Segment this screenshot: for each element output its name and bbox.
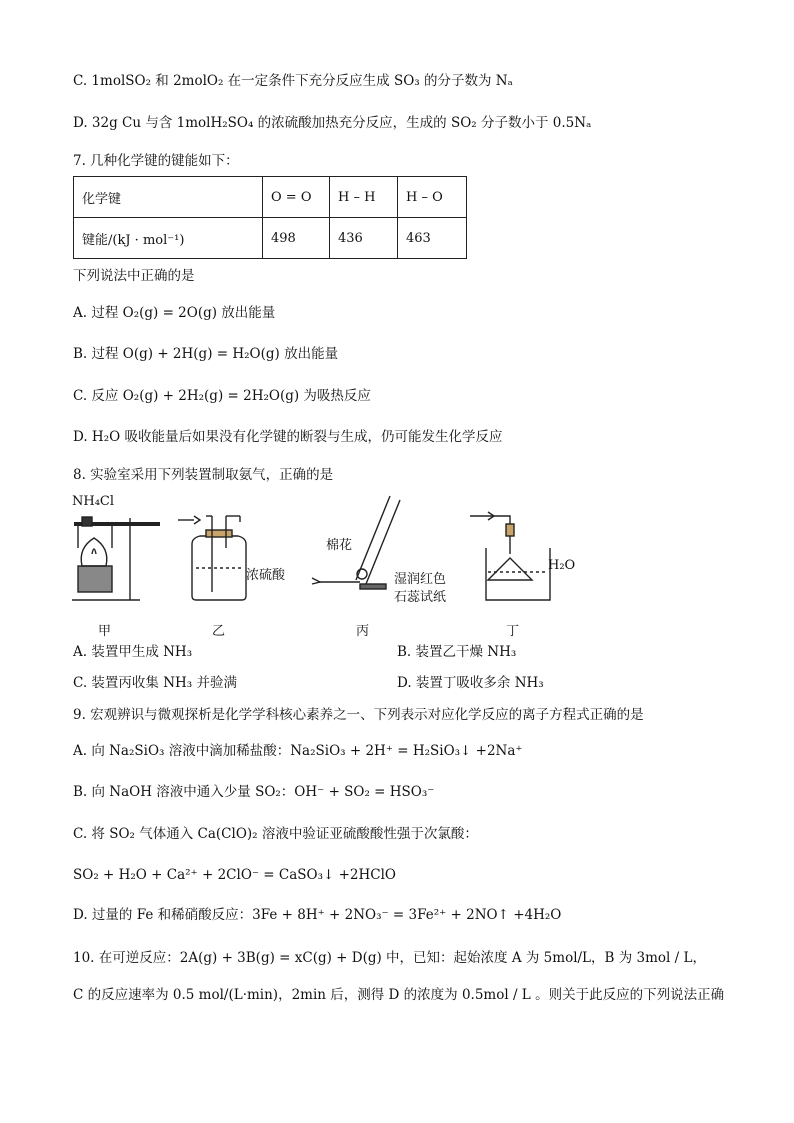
table-cell: 436 [330,218,398,259]
label-ding: 丁 [506,624,520,639]
q9-option-c-equation: SO₂ + H₂O + Ca²⁺ + 2ClO⁻ = CaSO₃↓ +2HClO [73,867,396,883]
q7-option-c: C. 反应 O₂(g) + 2H₂(g) = 2H₂O(g) 为吸热反应 [73,388,371,404]
label-cotton: 棉花 [326,538,353,553]
q6-option-d: D. 32g Cu 与含 1molH₂SO₄ 的浓硫酸加热充分反应，生成的 SO₂ 分子数小于 0.5Nₐ [73,115,592,131]
q8-stem: 8. 实验室采用下列装置制取氨气，正确的是 [73,467,334,483]
table-cell: 463 [398,218,467,259]
label-yi: 乙 [212,624,226,639]
label-h2o: H₂O [548,558,576,573]
apparatus-drawing [60,488,740,638]
q9-option-a: A. 向 Na₂SiO₃ 溶液中滴加稀盐酸：Na₂SiO₃ + 2H⁺ = H₂SiO₃↓ +2Na⁺ [73,743,523,759]
q7-option-d: D. H₂O 吸收能量后如果没有化学键的断裂与生成，仍可能发生化学反应 [73,429,503,445]
table-row [74,218,467,259]
q8-option-c: C. 装置丙收集 NH₃ 并验满 [73,675,238,691]
q8-option-d: D. 装置丁吸收多余 NH₃ [397,675,544,691]
table-cell: H – H [330,177,398,218]
table-cell: 498 [263,218,330,259]
q9-option-c: C. 将 SO₂ 气体通入 Ca(ClO)₂ 溶液中验证亚硫酸酸性强于次氯酸： [73,826,478,842]
q7-stem: 7. 几种化学键的键能如下： [73,153,239,169]
label-bing: 丙 [356,624,370,639]
label-litmus-1: 湿润红色 [394,572,447,587]
table-cell: 化学键 [74,177,263,218]
table-header-row [74,177,467,218]
q10-line-2: C 的反应速率为 0.5 mol/(L·min)，2min 后，测得 D 的浓度为 0.5mol / L 。则关于此反应的下列说法正确 [73,987,725,1003]
label-jia: 甲 [98,624,112,639]
q9-option-b: B. 向 NaOH 溶液中通入少量 SO₂：OH⁻ + SO₂ = HSO₃⁻ [73,784,435,800]
bond-energy-table [73,176,467,259]
table-cell: 键能/(kJ · mol⁻¹) [74,218,263,259]
q8-option-a: A. 装置甲生成 NH₃ [73,644,193,660]
apparatus-figure [60,488,740,638]
q7-prompt: 下列说法中正确的是 [73,268,195,284]
label-h2so4: 浓硫酸 [246,568,286,583]
q9-option-d: D. 过量的 Fe 和稀硝酸反应：3Fe + 8H⁺ + 2NO₃⁻ = 3Fe²⁺ + 2NO↑ +4H₂O [73,907,562,923]
label-nh4cl: NH₄Cl [72,494,115,509]
table-cell: H – O [398,177,467,218]
q8-option-b: B. 装置乙干燥 NH₃ [397,644,517,660]
q6-option-c: C. 1molSO₂ 和 2molO₂ 在一定条件下充分反应生成 SO₃ 的分子数为 Nₐ [73,73,513,89]
q9-stem: 9. 宏观辨识与微观探析是化学学科核心素养之一、下列表示对应化学反应的离子方程式正确的是 [73,707,644,723]
q7-option-a: A. 过程 O₂(g) = 2O(g) 放出能量 [73,305,276,321]
q7-option-b: B. 过程 O(g) + 2H(g) = H₂O(g) 放出能量 [73,346,339,362]
q10-line-1: 10. 在可逆反应：2A(g) + 3B(g) = xC(g) + D(g) 中，已知：起始浓度 A 为 5mol/L，B 为 3mol / L， [73,950,706,966]
label-litmus-2: 石蕊试纸 [394,590,447,605]
table-cell: O = O [263,177,330,218]
